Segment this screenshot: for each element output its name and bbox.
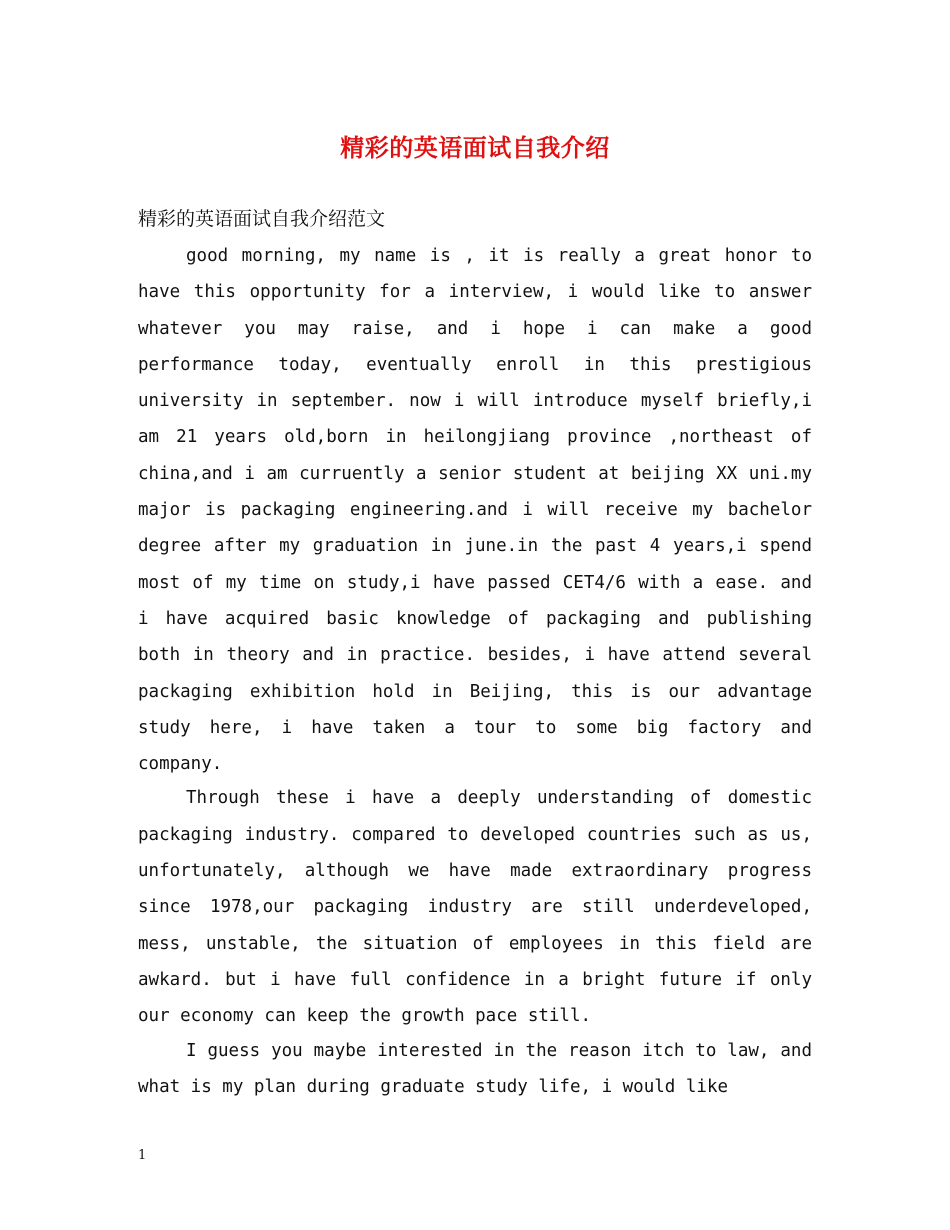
paragraph: I guess you maybe interested in the reason itch to law, and what is my plan during graduate study life, i would like	[138, 1040, 812, 1097]
document-subtitle: 精彩的英语面试自我介绍范文	[138, 208, 386, 230]
page-number: 1	[138, 1148, 147, 1163]
paragraph: good morning, my name is , it is really a great honor to have this opportunity for a interview, i would like to answer whatever you may raise, and i hope i can make a good performance today, eventually enroll in this prestigious university in september. now i will introduce myself briefly,i am 21 years old,born in heilongjiang province ,northeast of china,and i am curruently a senior student at beijing XX uni.my major is packaging engineering.and i will receive my bachelor degree after my graduation in june.in the past 4 years,i spend most of my time on study,i have passed CET4/6 with a ease. and i have acquired basic knowledge of packaging and publishing both in theory and in practice. besides, i have attend several packaging exhibition hold in Beijing, this is our advantage study here, i have taken a tour to some big factory and company.	[138, 246, 812, 775]
paragraph: Through these i have a deeply understanding of domestic packaging industry. compared to developed countries such as us, unfortunately, although we have made extraordinary progress since 1978,our packaging industry are still underdeveloped, mess, unstable, the situation of employees in this field are awkard. but i have full confidence in a bright future if only our economy can keep the growth pace still.	[138, 788, 812, 1027]
document-title: 精彩的英语面试自我介绍	[340, 133, 610, 162]
document-body	[138, 238, 812, 1105]
